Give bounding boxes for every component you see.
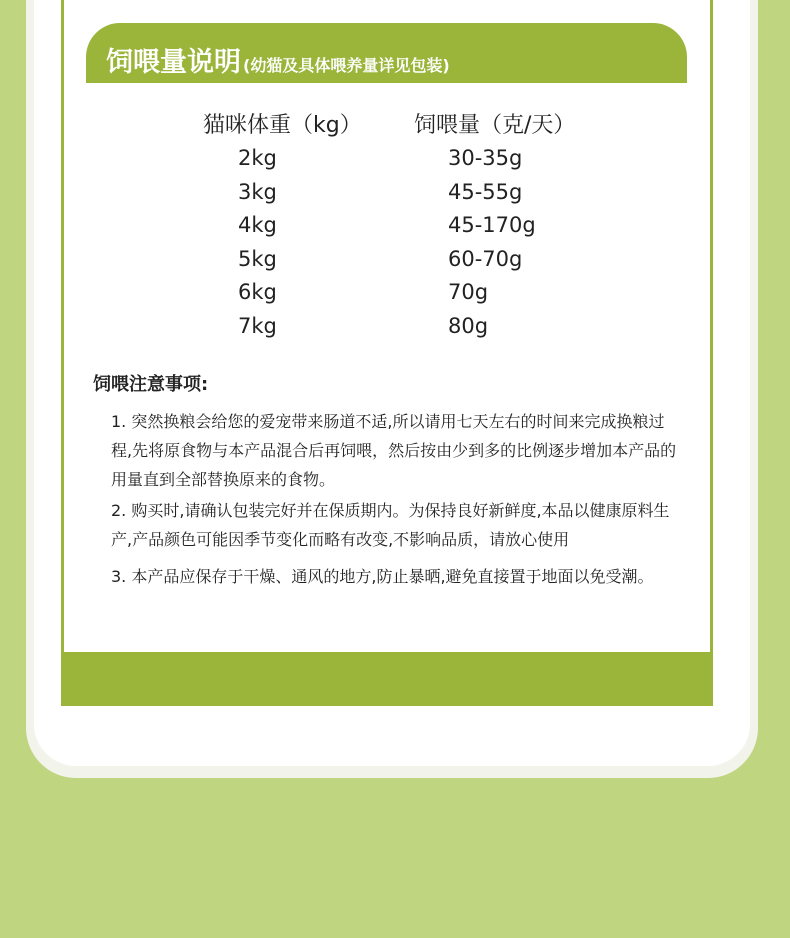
weight-cell: 3kg [238,179,277,204]
note-item: 2. 购买时,请确认包装完好并在保质期内。为保持良好新鲜度,本品以健康原料生产,产品颜色可能因季节变化而略有改变,不影响品质，请放心使用 [111,501,670,549]
feeding-table [0,146,790,348]
table-row [0,213,790,247]
amount-cell: 60-70g [448,246,523,271]
column-header-weight: 猫咪体重（kg） [203,113,362,138]
panel-footer-bar [61,652,713,706]
amount-cell: 70g [448,280,489,305]
section-subtitle: (幼猫及具体喂养量详见包装) [243,56,450,75]
amount-cell: 45-55g [448,179,523,204]
column-header-amount: 饲喂量（克/天） [414,113,576,138]
weight-cell: 6kg [238,280,277,305]
table-row [0,146,790,180]
table-row [0,180,790,214]
weight-cell: 4kg [238,213,277,238]
notes-title: 饲喂注意事项: [93,374,209,395]
note-item: 1. 突然换粮会给您的爱宠带来肠道不适,所以请用七天左右的时间来完成换粮过程,先将原食物与本产品混合后再饲喂，然后按由少到多的比例逐步增加本产品的用量直到全部替换原来的食物。 [111,412,677,489]
weight-cell: 7kg [238,313,277,338]
table-row [0,314,790,348]
weight-cell: 2kg [238,146,277,170]
table-row [0,280,790,314]
section-title: 饲喂量说明 [106,47,241,78]
feeding-panel [61,0,713,706]
section-header [106,40,450,76]
note-item: 3. 本产品应保存于干燥、通风的地方,防止暴晒,避免直接置于地面以免受潮。 [111,567,654,586]
table-row [0,247,790,281]
amount-cell: 30-35g [448,146,523,170]
weight-cell: 5kg [238,246,277,271]
amount-cell: 45-170g [448,213,536,238]
amount-cell: 80g [448,313,489,338]
